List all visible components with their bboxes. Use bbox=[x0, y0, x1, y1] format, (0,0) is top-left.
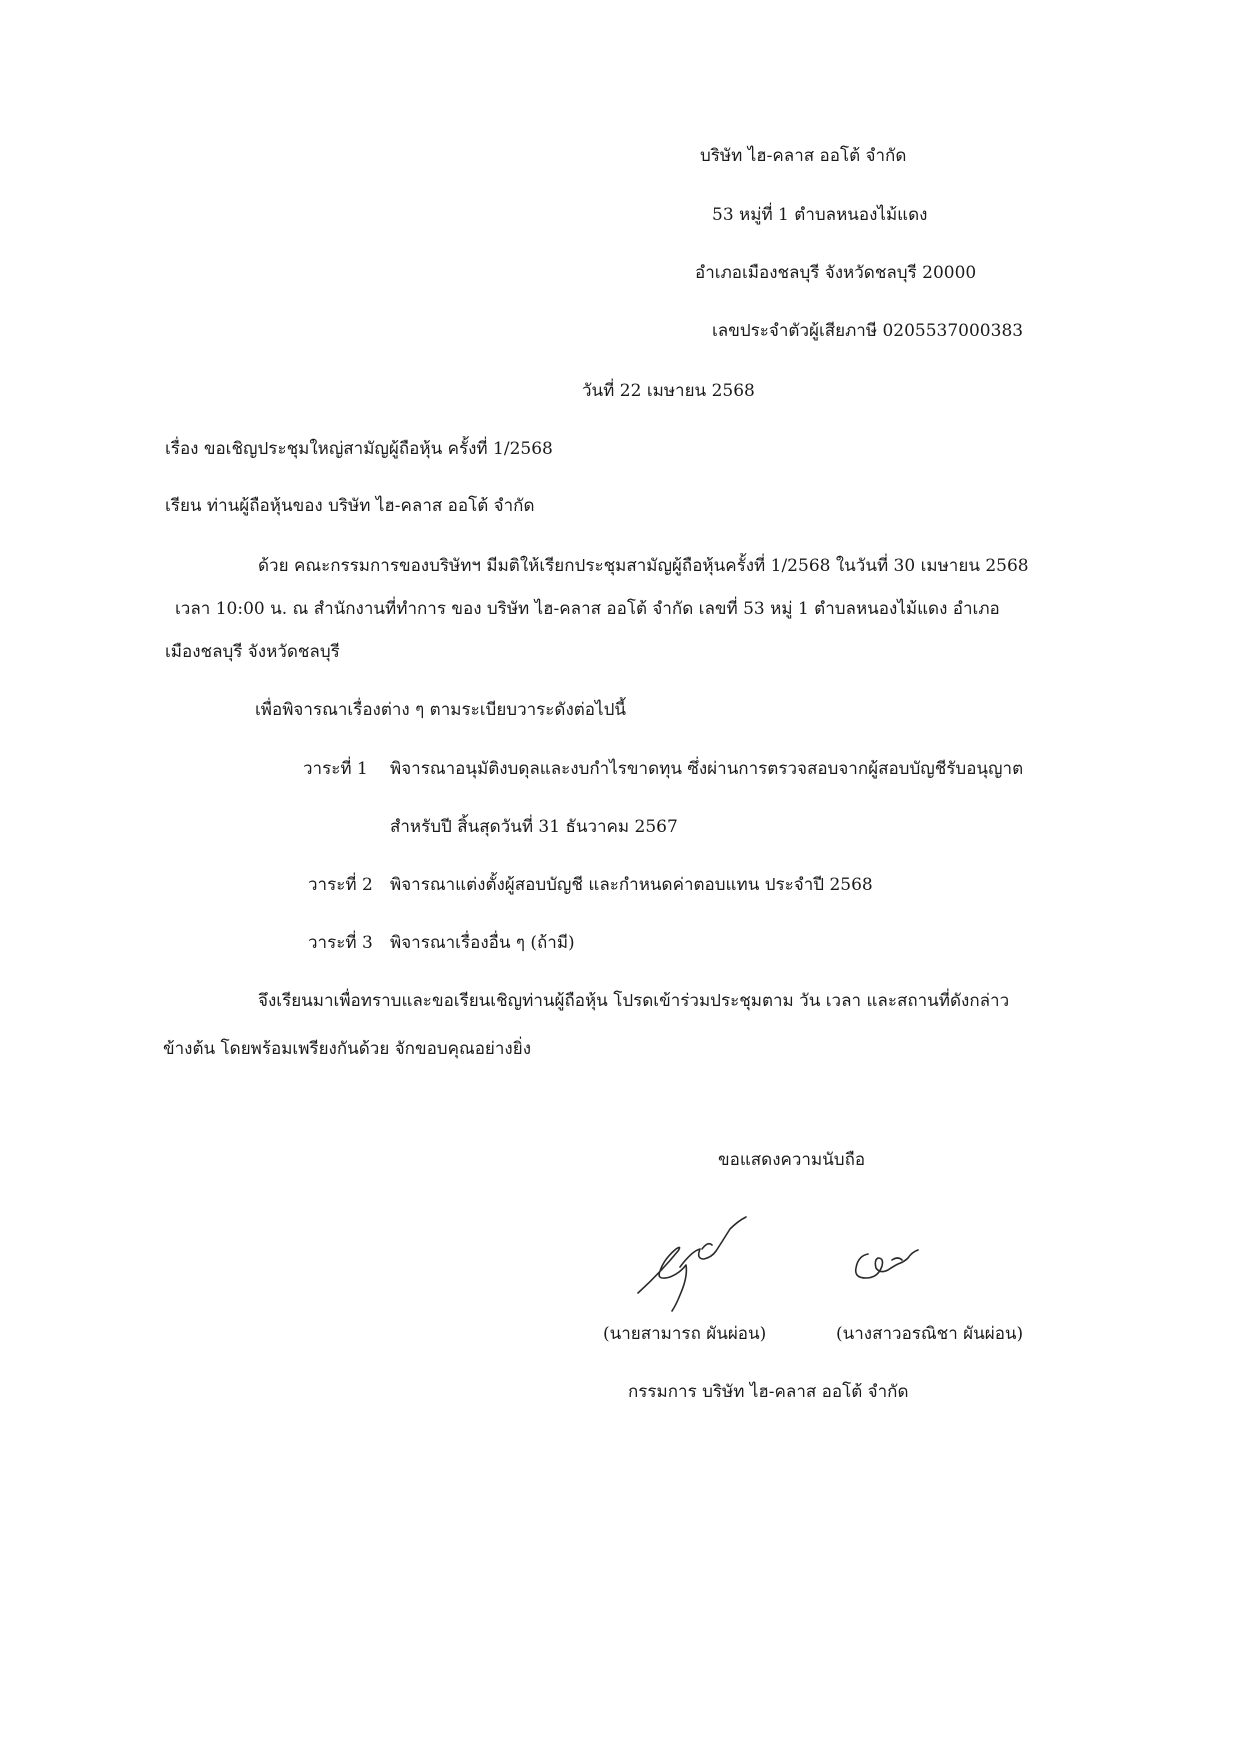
closing-line1: จึงเรียนมาเพื่อทราบและขอเรียนเชิญท่านผู้ถือหุ้น โปรดเข้าร่วมประชุมตาม วัน เวลา และสถานที่ดังกล่าว bbox=[258, 991, 1010, 1011]
body-p2: เพื่อพิจารณาเรื่องต่าง ๆ ตามระเบียบวาระดังต่อไปนี้ bbox=[255, 700, 626, 720]
letter-date: วันที่ 22 เมษายน 2568 bbox=[582, 381, 755, 401]
signatory-name-2: (นางสาวอรณิชา ผันผ่อน) bbox=[836, 1324, 1024, 1344]
body-p1-line3: เมืองชลบุรี จังหวัดชลบุรี bbox=[165, 642, 340, 662]
signature-1 bbox=[620, 1215, 760, 1315]
letter-subject: เรื่อง ขอเชิญประชุมใหญ่สามัญผู้ถือหุ้น ครั้งที่ 1/2568 bbox=[165, 439, 553, 459]
closing-regards: ขอแสดงความนับถือ bbox=[718, 1150, 866, 1170]
agenda-1-text: พิจารณาอนุมัติงบดุลและงบกำไรขาดทุน ซึ่งผ่านการตรวจสอบจากผู้สอบบัญชีรับอนุญาต bbox=[390, 759, 1024, 779]
agenda-3-label: วาระที่ 3 bbox=[308, 933, 373, 953]
closing-line2: ข้างต้น โดยพร้อมเพรียงกันด้วย จักขอบคุณอย่างยิ่ง bbox=[163, 1039, 531, 1059]
agenda-2-label: วาระที่ 2 bbox=[308, 875, 373, 895]
sender-company: บริษัท ไฮ-คลาส ออโต้ จำกัด bbox=[700, 146, 907, 166]
signatory-name-1: (นายสามารถ ผันผ่อน) bbox=[603, 1324, 767, 1344]
letter-recipient: เรียน ท่านผู้ถือหุ้นของ บริษัท ไฮ-คลาส ออโต้ จำกัด bbox=[165, 496, 535, 516]
sender-address-line1: 53 หมู่ที่ 1 ตำบลหนองไม้แดง bbox=[712, 205, 928, 225]
agenda-1-text-cont: สำหรับปี สิ้นสุดวันที่ 31 ธันวาคม 2567 bbox=[390, 817, 678, 837]
sender-address-line2: อำเภอเมืองชลบุรี จังหวัดชลบุรี 20000 bbox=[695, 263, 977, 283]
signatory-title: กรรมการ บริษัท ไฮ-คลาส ออโต้ จำกัด bbox=[628, 1382, 909, 1402]
signature-2 bbox=[848, 1240, 928, 1290]
agenda-2-text: พิจารณาแต่งตั้งผู้สอบบัญชี และกำหนดค่าตอบแทน ประจำปี 2568 bbox=[390, 875, 873, 895]
body-p1-line1: ด้วย คณะกรรมการของบริษัทฯ มีมติให้เรียกประชุมสามัญผู้ถือหุ้นครั้งที่ 1/2568 ในวันที่ 30 เมษายน 2568 bbox=[258, 556, 1029, 576]
sender-tax-id: เลขประจำตัวผู้เสียภาษี 0205537000383 bbox=[712, 321, 1024, 341]
agenda-3-text: พิจารณาเรื่องอื่น ๆ (ถ้ามี) bbox=[390, 933, 575, 953]
body-p1-line2: เวลา 10:00 น. ณ สำนักงานที่ทำการ ของ บริษัท ไฮ-คลาส ออโต้ จำกัด เลขที่ 53 หมู่ 1 ตำบลหนองไม้แดง อำเภอ bbox=[175, 599, 1000, 619]
agenda-1-label: วาระที่ 1 bbox=[303, 759, 368, 779]
